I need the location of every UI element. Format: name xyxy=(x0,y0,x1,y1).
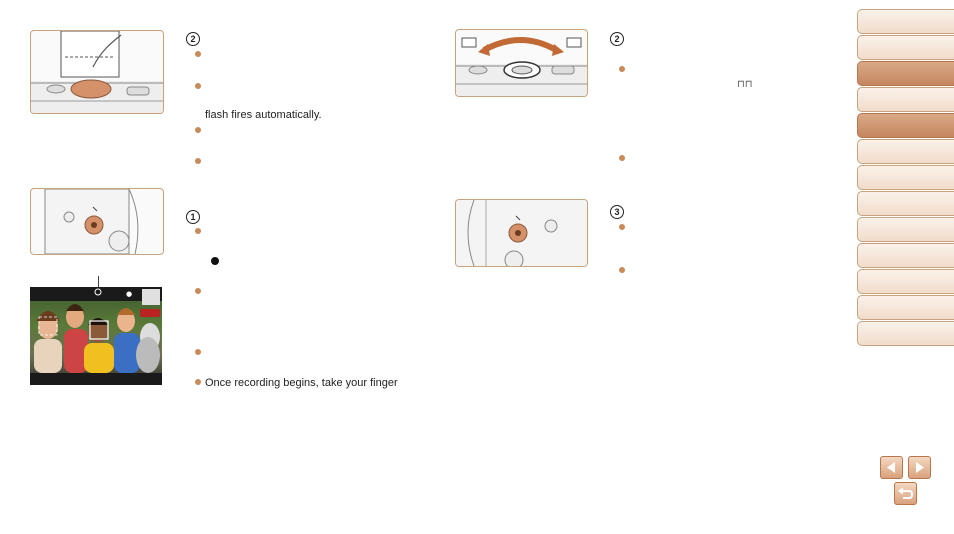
step-marker-1: 1 xyxy=(186,210,200,224)
side-tab-active[interactable] xyxy=(857,61,954,86)
record-dot-icon xyxy=(211,257,219,265)
step-marker-3: 3 xyxy=(610,205,624,219)
book-reference-icon: ⊓⊓ xyxy=(737,79,753,90)
movie-button-illustration-2 xyxy=(455,199,588,267)
bullet-point xyxy=(195,158,201,164)
screen-photo xyxy=(30,287,162,385)
movie-button-illustration xyxy=(30,188,164,255)
zoom-lever-illustration xyxy=(455,29,588,97)
arrow-right-icon xyxy=(909,457,930,478)
children-photo-drawing xyxy=(30,287,162,385)
camera-back-drawing xyxy=(31,189,163,254)
prev-page-button[interactable] xyxy=(880,456,903,479)
side-tab-active[interactable] xyxy=(857,113,954,138)
side-tab[interactable] xyxy=(857,139,954,164)
return-button[interactable] xyxy=(894,482,917,505)
bullet-point xyxy=(195,51,201,57)
side-tab[interactable] xyxy=(857,243,954,268)
side-tab[interactable] xyxy=(857,217,954,242)
return-icon xyxy=(895,483,916,504)
svg-text:●: ● xyxy=(126,290,133,298)
bullet-point xyxy=(195,349,201,355)
shutter-button-illustration xyxy=(30,30,164,114)
next-page-button[interactable] xyxy=(908,456,931,479)
side-tab[interactable] xyxy=(857,295,954,320)
side-tab[interactable] xyxy=(857,9,954,34)
side-tab[interactable] xyxy=(857,269,954,294)
bullet-point xyxy=(195,127,201,133)
side-tab[interactable] xyxy=(857,165,954,190)
bullet-point xyxy=(195,228,201,234)
shutter-press-drawing xyxy=(31,31,163,113)
bullet-point xyxy=(195,288,201,294)
bullet-point xyxy=(195,83,201,89)
arrow-left-icon xyxy=(881,457,902,478)
bullet-point xyxy=(195,379,201,385)
side-tab[interactable] xyxy=(857,321,954,346)
step-marker-2: 2 xyxy=(186,32,200,46)
body-text-flash: flash fires automatically. xyxy=(205,109,322,121)
side-tab[interactable] xyxy=(857,87,954,112)
zoom-lever-drawing xyxy=(456,30,587,96)
step-marker-2: 2 xyxy=(610,32,624,46)
body-text-recording: Once recording begins, take your finger xyxy=(205,377,398,389)
side-tab[interactable] xyxy=(857,191,954,216)
bullet-point xyxy=(619,155,625,161)
bullet-point xyxy=(619,267,625,273)
camera-back-drawing-2 xyxy=(456,200,587,266)
bullet-point xyxy=(619,224,625,230)
bullet-point xyxy=(619,66,625,72)
side-tab[interactable] xyxy=(857,35,954,60)
